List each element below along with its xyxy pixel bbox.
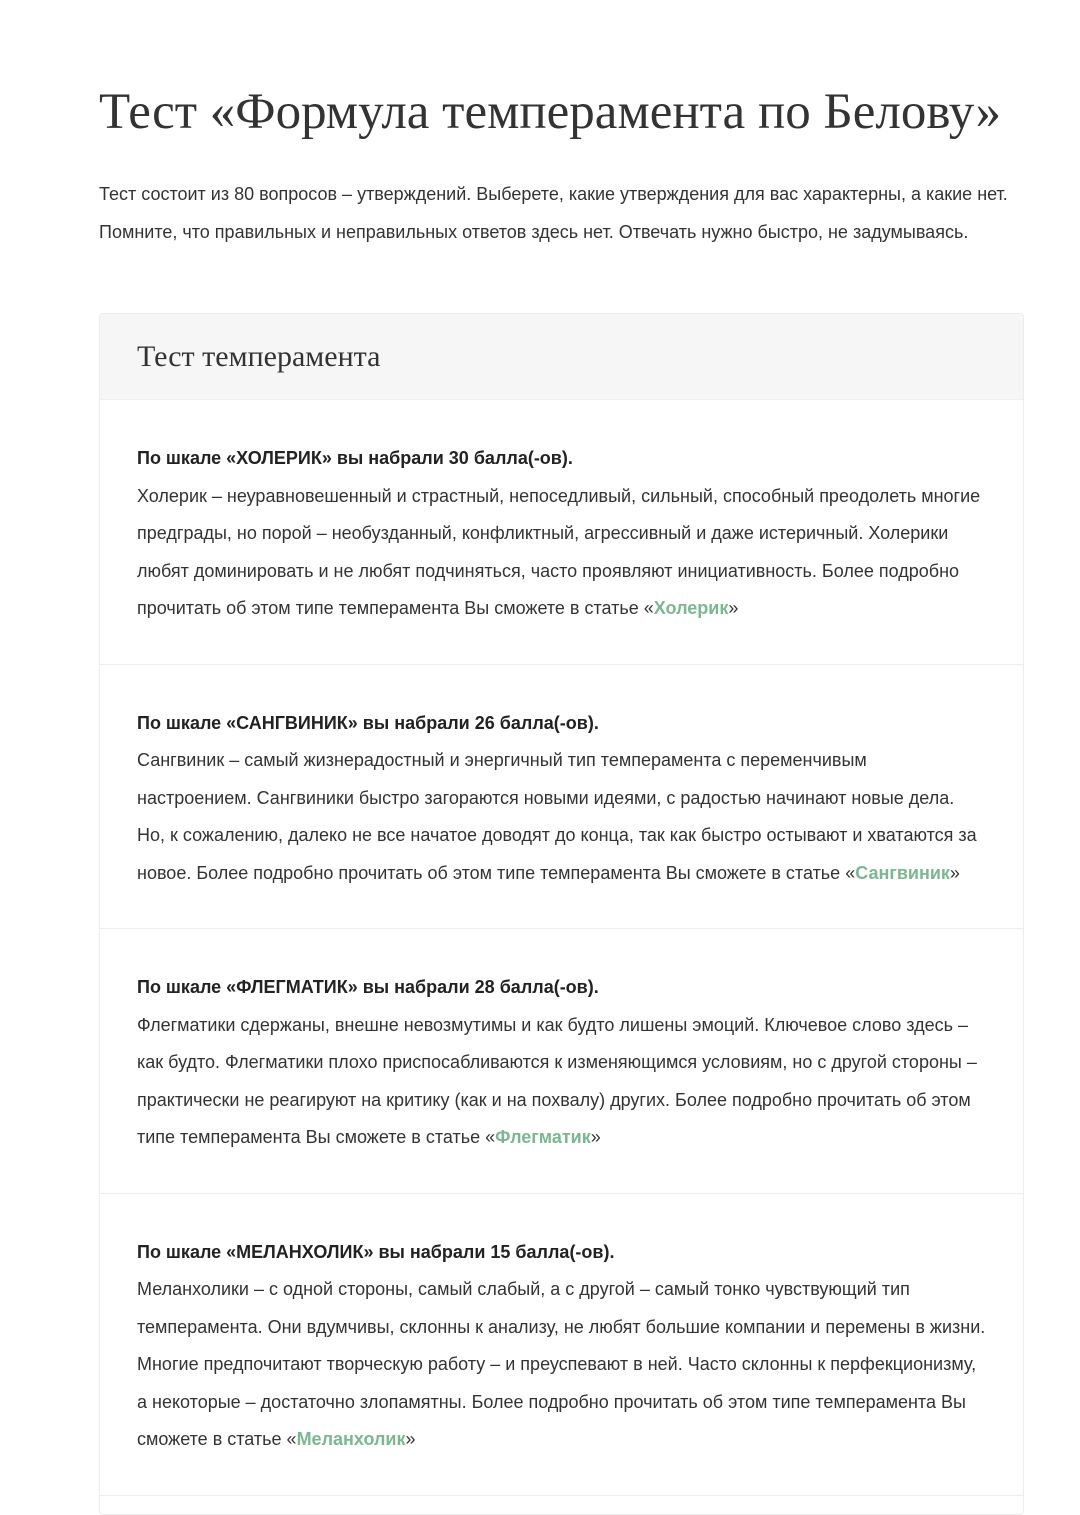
result-description: [137, 478, 986, 628]
result-body: Холерик – неуравновешенный и страстный, непоседливый, сильный, способный преодолеть многие предграды, но порой – необузданный, конфликтный, агрессивный и даже истеричный. Холерики любят доминировать и не любят подчиняться, часто проявляют инициативность. Более подробно прочитать об этом типе темперамента Вы сможете в статье «: [137, 485, 981, 618]
result-body: Меланхолики – с одной стороны, самый слабый, а с другой – самый тонко чувствующий тип темперамента. Они вдумчивы, склонны к анализу, не любят большие компании и перемены в жизни. Многие предпочитают творческую работу – и преуспевают в ней. Часто склонны к перфекционизму, а некоторые – достаточно злопамятны. Более подробно прочитать об этом типе темперамента Вы сможете в статье «: [137, 1279, 986, 1449]
result-heading: По шкале «САНГВИНИК» вы набрали 26 балла(-ов).: [137, 712, 599, 733]
intro-text: Тест состоит из 80 вопросов – утверждений. Выберете, какие утверждения для вас характерны, а какие нет. Помните, что правильных и неправильных ответов здесь нет. Отвечать нужно быстро, не задумываясь.: [99, 184, 1008, 242]
result-choleric: [100, 400, 1023, 665]
result-melancholic: [100, 1194, 1023, 1496]
result-heading: По шкале «МЕЛАНХОЛИК» вы набрали 15 балла(-ов).: [137, 1241, 615, 1262]
closing-quote: »: [728, 598, 739, 618]
card-title: Тест темперамента: [137, 340, 381, 373]
choleric-article-link[interactable]: Холерик: [653, 598, 729, 618]
result-body: Флегматики сдержаны, внешне невозмутимы и как будто лишены эмоций. Ключевое слово здесь – как будто. Флегматики плохо приспосабливаются к изменяющимся условиям, но с другой стороны – практически не реагируют на критику (как и на похвалу) других. Более подробно прочитать об этом типе темперамента Вы сможете в статье «: [137, 1014, 977, 1147]
result-heading: По шкале «ХОЛЕРИК» вы набрали 30 балла(-ов).: [137, 448, 573, 468]
card-header: [100, 314, 1023, 400]
result-description: [137, 1007, 986, 1157]
result-phlegmatic: [100, 929, 1023, 1194]
result-body: Сангвиник – самый жизнерадостный и энергичный тип темперамента с переменчивым настроением. Сангвиники быстро загораются новыми идеями, с радостью начинают новые дела. Но, к сожалению, далеко не все начатое доводят до конца, так как быстро остывают и хватаются за новое. Более подробно прочитать об этом типе темперамента Вы сможете в статье «: [137, 750, 977, 883]
phlegmatic-article-link[interactable]: Флегматик: [495, 1127, 591, 1147]
result-sanguine: [100, 665, 1023, 930]
closing-quote: »: [590, 1127, 601, 1147]
closing-quote: »: [949, 862, 960, 883]
result-description: [137, 742, 986, 892]
page-content: [99, 0, 1024, 251]
closing-quote: »: [405, 1429, 416, 1449]
melancholic-article-link[interactable]: Меланхолик: [296, 1429, 406, 1449]
sanguine-article-link[interactable]: Сангвиник: [855, 862, 950, 883]
result-description: [137, 1271, 986, 1459]
page-title: Тест «Формула темперамента по Белову»: [99, 84, 1001, 140]
results-card: [99, 313, 1024, 1515]
result-heading: По шкале «ФЛЕГМАТИК» вы набрали 28 балла(-ов).: [137, 977, 599, 997]
